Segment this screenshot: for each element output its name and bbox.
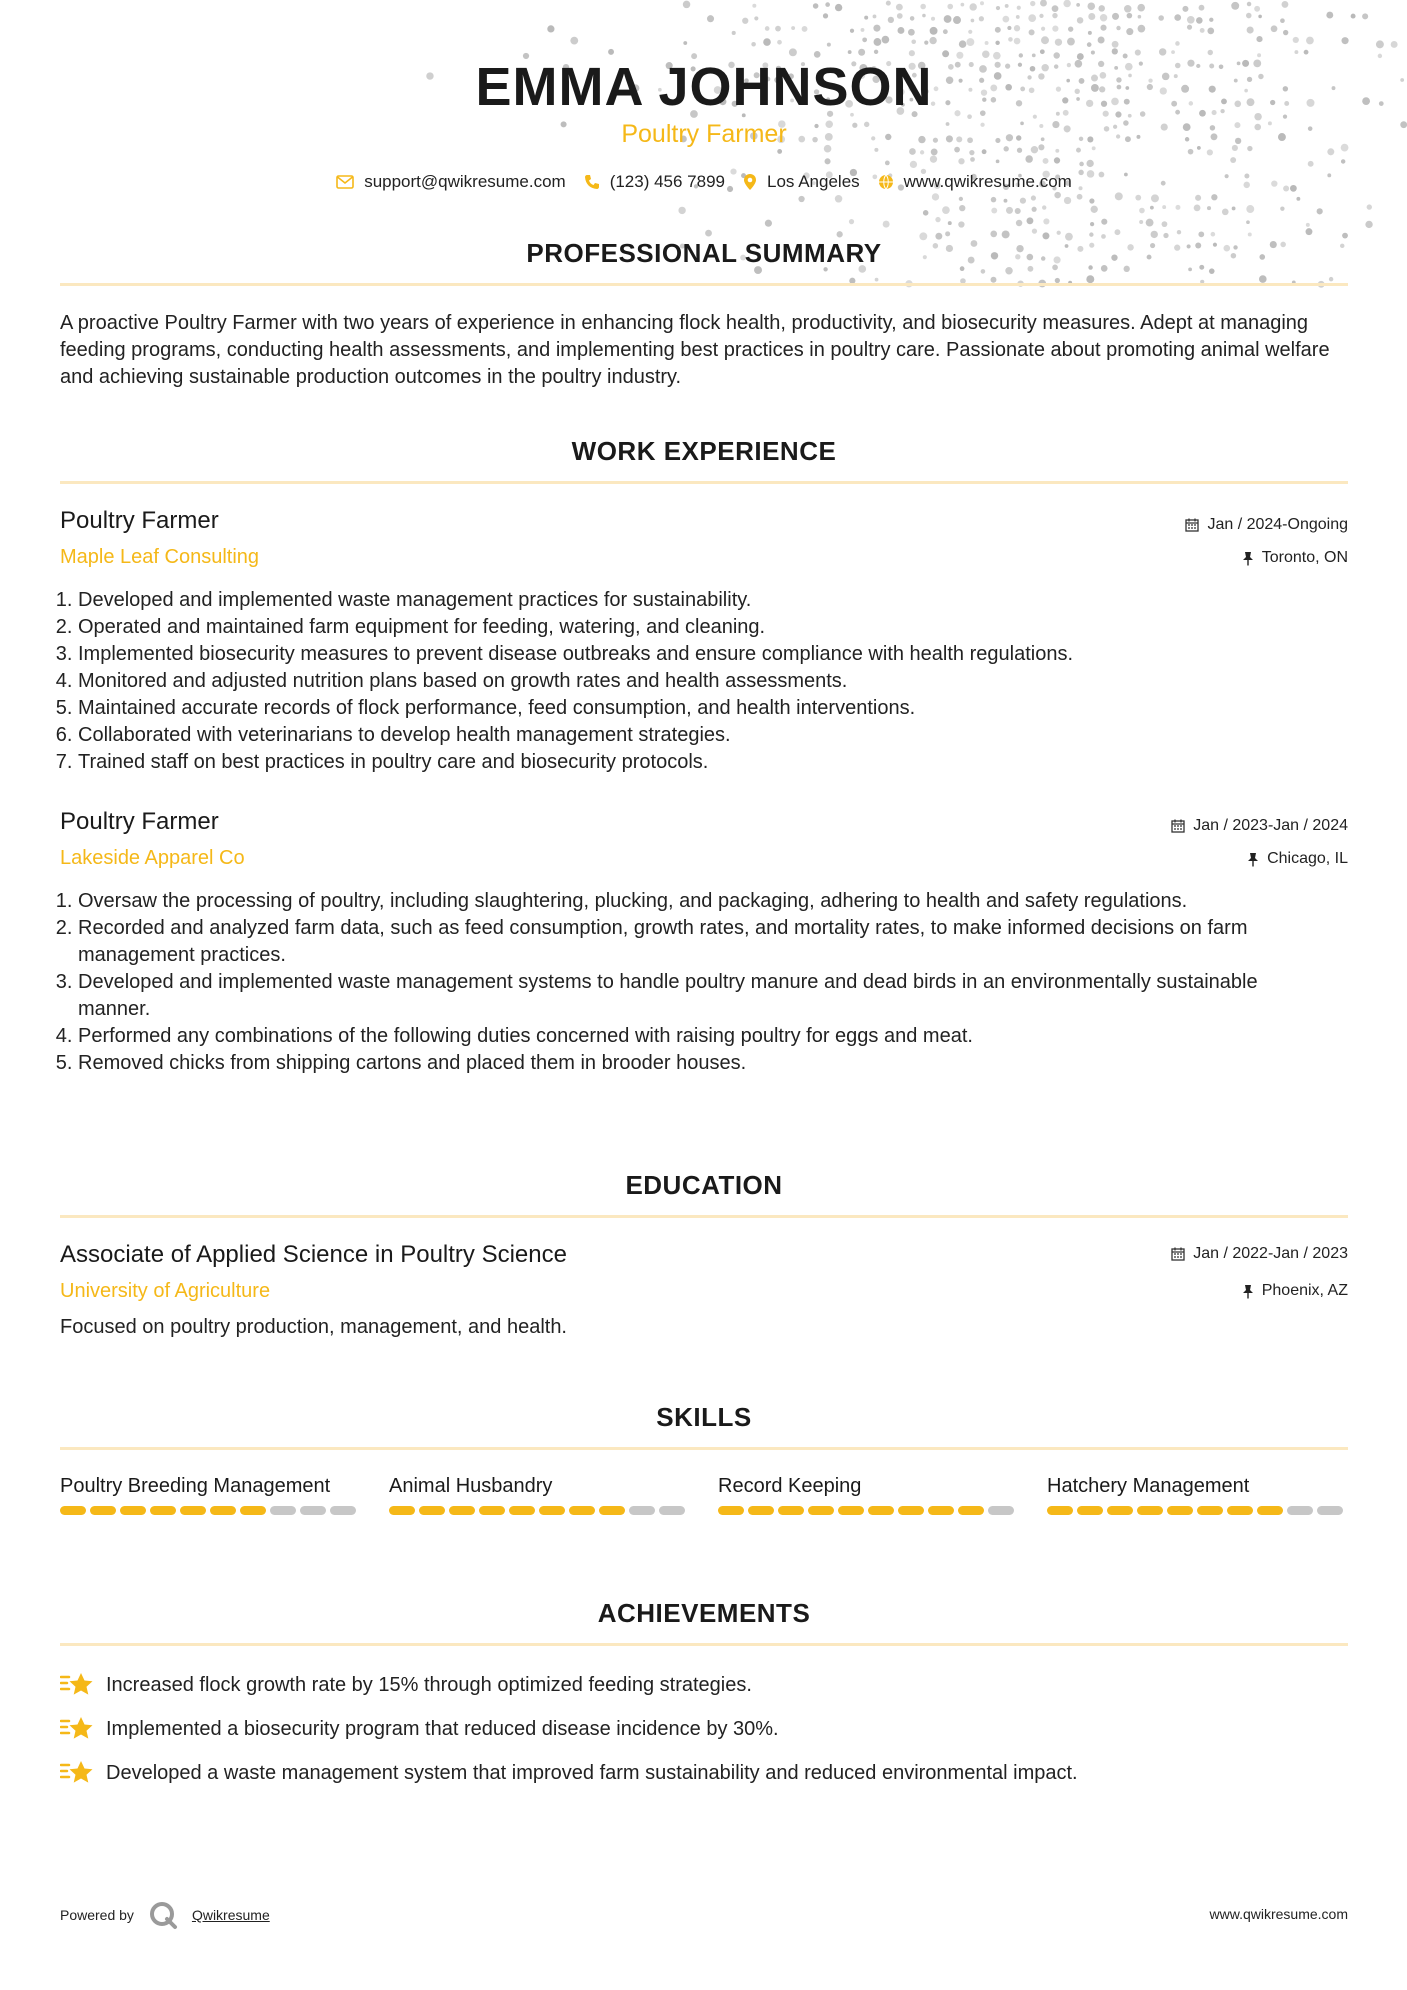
experience-heading: WORK EXPERIENCE [571,436,837,466]
skill-segment-filled [808,1506,834,1515]
decorative-dot [1362,13,1368,19]
skill-segment-filled [60,1506,86,1515]
duty-item: 1. Developed and implemented waste management practices for sustainability. [78,587,1366,614]
map-pin-icon [743,173,757,191]
skill-item [1047,1472,1347,1515]
skill-segment-filled [748,1506,774,1515]
job-location [1242,549,1348,567]
skill-segment-empty [629,1506,655,1515]
star-icon [60,1715,94,1743]
skill-segment-filled [240,1506,266,1515]
star-icon [60,1759,94,1787]
job-dates [1185,516,1348,534]
phone-icon [584,174,600,190]
summary-heading: PROFESSIONAL SUMMARY [526,238,882,268]
powered-by-label: Powered by [60,1907,134,1923]
skill-segment-filled [958,1506,984,1515]
decorative-dot [1351,14,1356,19]
skill-segment-empty [988,1506,1014,1515]
skill-segment-filled [449,1506,475,1515]
skill-segment-filled [419,1506,445,1515]
education-dates [1171,1245,1348,1263]
duty-item: 7. Trained staff on best practices in poultry care and biosecurity protocols. [78,749,1366,776]
duty-item: 1. Oversaw the processing of poultry, including slaughtering, plucking, and packaging, adhering to health and safety regulations. [78,888,1308,915]
skill-segment-empty [300,1506,326,1515]
contact-email[interactable] [336,172,566,192]
contact-email-text: support@qwikresume.com [364,172,566,191]
skill-level-bar [60,1506,360,1515]
skill-level-bar [718,1506,1018,1515]
achievement-text: Implemented a biosecurity program that reduced disease incidence by 30%. [106,1717,779,1740]
skill-segment-filled [928,1506,954,1515]
candidate-name: EMMA JOHNSON [475,57,933,117]
skill-segment-filled [120,1506,146,1515]
skill-segment-filled [569,1506,595,1515]
skill-level-bar [1047,1506,1347,1515]
skill-segment-filled [90,1506,116,1515]
skill-label: Poultry Breeding Management [60,1475,331,1497]
summary-text: A proactive Poultry Farmer with two years of experience in enhancing flock health, productivity, and biosecurity measures. Adept at managing feeding programs, conducting health assessments, and implementing best practices in poultry care. Passionate about promoting animal welfare and achieving sustainable production outcomes in the poultry industry. [60,312,1330,388]
calendar-icon [1171,1247,1185,1261]
calendar-icon [1171,819,1185,833]
summary-divider [60,283,1348,286]
education-dates-text: Jan / 2022-Jan / 2023 [1193,1245,1348,1262]
job-title: Poultry Farmer [60,808,219,835]
job-location-text: Chicago, IL [1267,850,1348,867]
contact-location [743,172,860,192]
job-duties-list [60,888,1308,1077]
duty-item: 6. Collaborated with veterinarians to develop health management strategies. [78,722,1366,749]
education-school: University of Agriculture [60,1280,271,1302]
contact-website[interactable] [878,172,1072,192]
skill-segment-filled [1047,1506,1073,1515]
decorative-dot [1379,101,1384,106]
decorative-dot [1376,40,1384,48]
job-company: Lakeside Apparel Co [60,847,245,869]
duty-item: 3. Developed and implemented waste management systems to handle poultry manure and dead birds in an environmentally sustainable manner. [78,969,1308,1023]
skill-segment-filled [1227,1506,1253,1515]
skills-heading: SKILLS [656,1402,752,1432]
skill-segment-filled [1107,1506,1133,1515]
envelope-icon [336,175,354,189]
contact-bar [60,172,1348,192]
footer-powered-by [60,1900,270,1930]
skill-segment-filled [509,1506,535,1515]
job-dates [1171,817,1348,835]
skill-segment-filled [1077,1506,1103,1515]
duty-item: 5. Removed chicks from shipping cartons and placed them in brooder houses. [78,1050,1308,1077]
skill-segment-filled [180,1506,206,1515]
duty-item: 5. Maintained accurate records of flock performance, feed consumption, and health interventions. [78,695,1366,722]
job-location [1247,850,1348,868]
skill-segment-filled [1197,1506,1223,1515]
education-location-text: Phoenix, AZ [1261,1282,1348,1299]
skill-item [389,1472,689,1515]
skill-segment-filled [778,1506,804,1515]
skill-label: Hatchery Management [1047,1475,1250,1497]
skill-segment-filled [389,1506,415,1515]
skill-segment-filled [1257,1506,1283,1515]
decorative-dot [1378,54,1382,58]
footer-website[interactable]: www.qwikresume.com [1209,1906,1348,1922]
duty-item: 4. Performed any combinations of the following duties concerned with raising poultry for eggs and meat. [78,1023,1308,1050]
education-location [1242,1282,1348,1300]
decorative-dot [1362,97,1370,105]
skill-segment-empty [1317,1506,1343,1515]
skill-segment-filled [868,1506,894,1515]
achievement-item [60,1759,1078,1787]
job-location-text: Toronto, ON [1261,549,1348,566]
skill-segment-filled [718,1506,744,1515]
decorative-dot [1400,78,1404,82]
achievement-item [60,1671,752,1699]
skill-segment-empty [330,1506,356,1515]
skill-label: Animal Husbandry [389,1475,553,1497]
education-heading: EDUCATION [625,1170,783,1200]
skill-segment-filled [898,1506,924,1515]
skill-segment-empty [659,1506,685,1515]
contact-phone[interactable] [584,172,725,192]
candidate-role: Poultry Farmer [621,120,787,148]
skill-segment-filled [599,1506,625,1515]
decorative-dot [1365,221,1372,228]
job-duties-list [60,587,1366,776]
skills-divider [60,1447,1348,1450]
contact-phone-text: (123) 456 7899 [609,172,726,191]
skill-level-bar [389,1506,689,1515]
duty-item: 4. Monitored and adjusted nutrition plans based on growth rates and health assessments. [78,668,1366,695]
skill-segment-filled [150,1506,176,1515]
skill-segment-filled [1137,1506,1163,1515]
job-title: Poultry Farmer [60,507,219,534]
calendar-icon [1185,518,1199,532]
star-icon [60,1671,94,1699]
skill-segment-filled [479,1506,505,1515]
skill-segment-filled [838,1506,864,1515]
duty-item: 2. Recorded and analyzed farm data, such as feed consumption, growth rates, and mortality rates, to make informed decisions on farm management practices. [78,915,1308,969]
job-company: Maple Leaf Consulting [60,546,260,568]
qwikresume-link[interactable]: Qwikresume [191,1907,270,1923]
contact-location-text: Los Angeles [767,172,860,191]
skill-segment-filled [1167,1506,1193,1515]
skill-segment-empty [270,1506,296,1515]
contact-website-text: www.qwikresume.com [903,172,1072,191]
duty-item: 3. Implemented biosecurity measures to prevent disease outbreaks and ensure compliance with health regulations. [78,641,1366,668]
skill-segment-filled [539,1506,565,1515]
achievements-divider [60,1643,1348,1646]
globe-icon [878,174,894,190]
pushpin-icon [1242,1284,1254,1299]
pushpin-icon [1242,551,1254,566]
duty-item: 2. Operated and maintained farm equipment for feeding, watering, and cleaning. [78,614,1366,641]
resume-page [60,0,1348,1990]
skill-segment-empty [1287,1506,1313,1515]
skill-segment-filled [210,1506,236,1515]
education-divider [60,1215,1348,1218]
skill-item [718,1472,1018,1515]
achievement-item [60,1715,779,1743]
education-degree: Associate of Applied Science in Poultry Science [60,1241,567,1268]
decorative-dot [1367,204,1372,209]
job-dates-text: Jan / 2023-Jan / 2024 [1193,817,1348,834]
job-dates-text: Jan / 2024-Ongoing [1207,516,1348,533]
achievement-text: Developed a waste management system that improved farm sustainability and reduced environmental impact. [106,1761,1078,1784]
pushpin-icon [1247,852,1259,867]
decorative-dot [1400,121,1407,128]
skill-label: Record Keeping [718,1475,862,1497]
decorative-dot [1391,41,1398,48]
achievement-text: Increased flock growth rate by 15% through optimized feeding strategies. [106,1673,752,1696]
qwikresume-logo-icon [148,1900,178,1930]
skill-item [60,1472,360,1515]
education-description: Focused on poultry production, management, and health. [60,1316,567,1338]
achievements-heading: ACHIEVEMENTS [597,1598,811,1628]
experience-divider [60,481,1348,484]
